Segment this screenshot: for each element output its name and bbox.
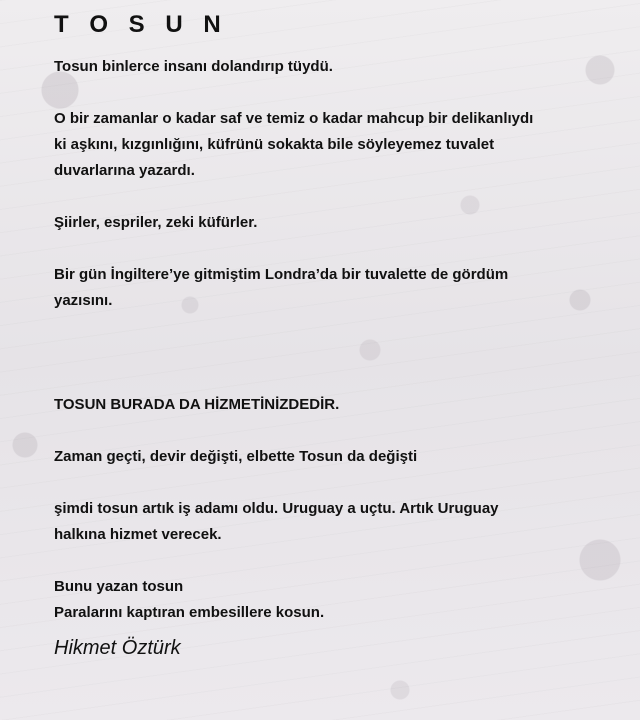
stanza-8 bbox=[54, 574, 624, 626]
section-gap bbox=[54, 314, 624, 392]
poem-line: Tosun binlerce insanı dolandırıp tüydü. bbox=[54, 58, 333, 75]
stanza-7 bbox=[54, 496, 624, 548]
poem-line: Şiirler, espriler, zeki küfürler. bbox=[54, 214, 258, 231]
stanza-3 bbox=[54, 210, 624, 236]
stanza-5 bbox=[54, 392, 624, 418]
poem-title: T O S U N bbox=[54, 11, 228, 38]
poem-line: Paralarını kaptıran embesillere kosun. bbox=[54, 604, 325, 621]
stanza-2 bbox=[54, 106, 624, 184]
stanza-gap bbox=[54, 470, 624, 496]
poem-line: Bunu yazan tosun bbox=[54, 578, 184, 595]
poem-line: Bir gün İngiltere’ye gitmiştim Londra’da bir tuvalette de gördüm bbox=[54, 266, 509, 283]
stanza-gap bbox=[54, 80, 624, 106]
stanza-gap bbox=[54, 418, 624, 444]
poem-line: halkına hizmet verecek. bbox=[54, 526, 222, 543]
stanza-4 bbox=[54, 262, 624, 314]
poem-line: Zaman geçti, devir değişti, elbette Tosun da değişti bbox=[54, 448, 418, 465]
poem-line: şimdi tosun artık iş adamı oldu. Uruguay a uçtu. Artık Uruguay bbox=[54, 500, 499, 517]
stanza-gap bbox=[54, 184, 624, 210]
poem-line: TOSUN BURADA DA HİZMETİNİZDEDİR. bbox=[54, 396, 340, 413]
author-signature: Hikmet Öztürk bbox=[54, 637, 181, 659]
poem bbox=[54, 10, 624, 662]
stanza-gap bbox=[54, 236, 624, 262]
stanza-1 bbox=[54, 54, 624, 80]
poem-line: ki aşkını, kızgınlığını, küfrünü sokakta bile söyleyemez tuvalet bbox=[54, 136, 495, 153]
poem-line: O bir zamanlar o kadar saf ve temiz o kadar mahcup bir delikanlıydı bbox=[54, 110, 534, 127]
poem-line: yazısını. bbox=[54, 292, 113, 309]
stanza-6 bbox=[54, 444, 624, 470]
stanza-gap bbox=[54, 548, 624, 574]
poem-line: duvarlarına yazardı. bbox=[54, 162, 195, 179]
